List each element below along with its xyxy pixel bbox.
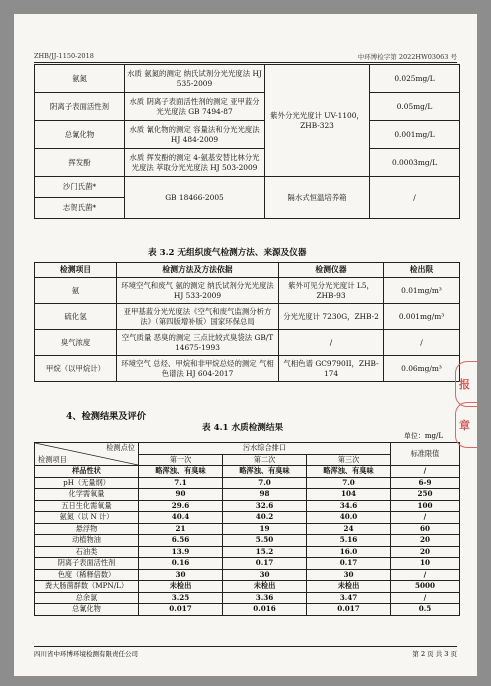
standard-header: 标准限值 [391, 443, 460, 466]
table-row [35, 569, 460, 581]
value-cell: 40.2 [223, 512, 307, 524]
instrument-cell: 分光光度计 7230G，ZHB-2 [279, 304, 384, 330]
table-3-2-caption: 表 3.2 无组织废气检测方法、来源及仪器 [148, 248, 307, 258]
item-cell: 志贺氏菌* [35, 198, 125, 219]
item-cell: pH（无量纲） [35, 477, 139, 489]
value-cell: 未检出 [139, 581, 223, 593]
value-cell: 98 [223, 489, 307, 501]
doc-code: ZHB/JJ-1150-2018 [34, 52, 94, 60]
value-cell: 90 [139, 489, 223, 501]
instrument-cell: 紫外分光光度计 UV-1100，ZHB-323 [265, 65, 370, 177]
method-cell: 亚甲基蓝分光光度法《空气和废气监测分析方法》（第四版增补版）国家环保总局 [117, 304, 279, 330]
limit-cell: 20 [391, 546, 460, 558]
section-heading: 4、检测结果及评价 [66, 411, 146, 422]
value-cell: 104 [307, 489, 391, 501]
table-row [35, 604, 460, 616]
item-cell: 氨氮 [35, 65, 125, 93]
item-cell: 石油类 [35, 546, 139, 558]
column-header: 检出限 [384, 263, 460, 278]
value-cell: 5.16 [307, 535, 391, 547]
site-header: 污水综合排口 [139, 443, 391, 455]
limit-cell: / [391, 512, 460, 524]
corner-label-item: 检测项目 [38, 455, 67, 464]
value-cell: 6.56 [139, 535, 223, 547]
method-cell: 水质 阴离子表面活性剂的测定 亚甲蓝分光光度法 GB 7494-87 [125, 93, 265, 121]
limit-cell: / [384, 330, 460, 356]
limit-cell: 0.01mg/m³ [384, 278, 460, 304]
value-cell: 30 [223, 569, 307, 581]
value-cell: 13.9 [139, 546, 223, 558]
item-cell: 色度（稀释倍数） [35, 569, 139, 581]
table-row [35, 523, 460, 535]
value-cell: 7.0 [307, 477, 391, 489]
value-cell: 15.2 [223, 546, 307, 558]
table-row [35, 93, 460, 121]
item-cell: 总氰化物 [35, 604, 139, 616]
table-row [35, 592, 460, 604]
table-row [35, 330, 460, 356]
table-row [35, 546, 460, 558]
table-row [35, 558, 460, 570]
item-cell: 悬浮物 [35, 523, 139, 535]
item-cell: 阴离子表面活性剂 [35, 558, 139, 570]
table-row [35, 278, 460, 304]
item-cell: 阴离子表面活性剂 [35, 93, 125, 121]
value-cell: 0.017 [307, 604, 391, 616]
table-row [35, 304, 460, 330]
value-cell: 0.16 [139, 558, 223, 570]
method-cell: 空气质量 恶臭的测定 三点比较式臭袋法 GB/T 14675-1993 [117, 330, 279, 356]
limit-cell: 0.5 [391, 604, 460, 616]
column-header: 检测项目 [35, 263, 117, 278]
value-cell: 0.016 [223, 604, 307, 616]
item-cell: 五日生化需氧量 [35, 500, 139, 512]
instrument-cell: 隔水式恒温培养箱 [265, 177, 370, 219]
limit-cell: 0.06mg/m³ [384, 356, 460, 382]
limit-cell: 0.05mg/L [370, 93, 460, 121]
table-row [35, 489, 460, 501]
value-cell: 7.0 [223, 477, 307, 489]
limit-cell: / [391, 592, 460, 604]
value-cell: 3.36 [223, 592, 307, 604]
value-cell: 3.47 [307, 592, 391, 604]
item-cell: 动植物油 [35, 535, 139, 547]
limit-cell: 6-9 [391, 477, 460, 489]
method-cell: 水质 氰化物的测定 容量法和分光光度法 HJ 484-2009 [125, 121, 265, 149]
item-cell: 氨氮（以 N 计） [35, 512, 139, 524]
time-header: 第二次 [223, 454, 307, 466]
method-cell: GB 18466-2005 [125, 177, 265, 219]
limit-cell: / [391, 466, 460, 478]
report-page [14, 14, 477, 676]
value-cell: 34.6 [307, 500, 391, 512]
results-body [35, 466, 460, 616]
item-cell: 沙门氏菌* [35, 177, 125, 198]
table-row [35, 500, 460, 512]
page-footer [34, 646, 457, 658]
instrument-cell: / [279, 330, 384, 356]
value-cell: 未检出 [307, 581, 391, 593]
corner-header [35, 443, 139, 466]
value-cell: 5.50 [223, 535, 307, 547]
limit-cell: 5000 [391, 581, 460, 593]
method-cell: 环境空气 总烃、甲烷和非甲烷总烃的测定 气相色谱法 HJ 604-2017 [117, 356, 279, 382]
item-cell: 总氰化物 [35, 121, 125, 149]
water-results-table [34, 442, 460, 616]
item-cell: 粪大肠菌群数（MPN/L） [35, 581, 139, 593]
item-cell: 氨 [35, 278, 117, 304]
table-row [35, 121, 460, 149]
value-cell: 32.6 [223, 500, 307, 512]
value-cell: 40.0 [307, 512, 391, 524]
limit-cell: 60 [391, 523, 460, 535]
method-table-air [34, 262, 460, 382]
item-cell: 总余氯 [35, 592, 139, 604]
limit-cell: 10 [391, 558, 460, 570]
column-header: 检测仪器 [279, 263, 384, 278]
instrument-cell: 气相色谱 GC9790II，ZHB-174 [279, 356, 384, 382]
value-cell: 40.4 [139, 512, 223, 524]
report-number: 中环博检字第 2022HW03063 号 [357, 53, 457, 61]
value-cell: 30 [139, 569, 223, 581]
value-cell: 7.1 [139, 477, 223, 489]
table-row [35, 512, 460, 524]
item-cell: 化学需氧量 [35, 489, 139, 501]
time-header: 第一次 [139, 454, 223, 466]
value-cell: 0.17 [307, 558, 391, 570]
method-cell: 水质 挥发酚的测定 4-氨基安替比林分光光度法 萃取分光光度法 HJ 503-2009 [125, 149, 265, 177]
value-cell: 30 [307, 569, 391, 581]
value-cell: 29.6 [139, 500, 223, 512]
table-row [35, 535, 460, 547]
table-row [35, 177, 460, 198]
value-cell: 0.017 [139, 604, 223, 616]
limit-cell: 100 [391, 500, 460, 512]
limit-cell: 0.0003mg/L [370, 149, 460, 177]
column-header: 检测方法及方法依据 [117, 263, 279, 278]
method-cell: 环境空气和废气 氨的测定 纳氏试剂分光光度法 HJ 533-2009 [117, 278, 279, 304]
company-name: 四川省中环博环境检测有限责任公司 [34, 650, 138, 658]
table-row [35, 466, 460, 478]
item-cell: 硫化氢 [35, 304, 117, 330]
limit-cell: 0.001mg/m³ [384, 304, 460, 330]
table-row [35, 149, 460, 177]
page-header [34, 52, 457, 63]
value-cell: 16.0 [307, 546, 391, 558]
item-cell: 甲烷（以甲烷计） [35, 356, 117, 382]
table-row [35, 581, 460, 593]
value-cell: 3.25 [139, 592, 223, 604]
limit-cell: 250 [391, 489, 460, 501]
unit-label: 单位：mg/L [403, 432, 443, 440]
seal-stamp: 报 [455, 361, 477, 407]
value-cell: 未检出 [223, 581, 307, 593]
limit-cell: / [370, 177, 460, 219]
time-header: 第三次 [307, 454, 391, 466]
table-row [35, 65, 460, 93]
value-cell: 24 [307, 523, 391, 535]
table-4-1-caption: 表 4.1 水质检测结果 [202, 423, 284, 433]
table-header-row [35, 263, 460, 278]
seal-stamp: 章 [455, 402, 477, 448]
value-cell: 19 [223, 523, 307, 535]
limit-cell: / [391, 569, 460, 581]
limit-cell: 0.025mg/L [370, 65, 460, 93]
item-cell: 臭气浓度 [35, 330, 117, 356]
method-table-water [34, 64, 460, 219]
value-cell: 21 [139, 523, 223, 535]
corner-label-site: 检测点位 [106, 443, 135, 452]
method-cell: 水质 氨氮的测定 纳氏试剂分光光度法 HJ 535-2009 [125, 65, 265, 93]
table-row [35, 356, 460, 382]
item-cell: 样品性状 [35, 466, 139, 478]
value-cell: 略浑浊、有臭味 [223, 466, 307, 478]
limit-cell: 0.001mg/L [370, 121, 460, 149]
table-header-row [35, 443, 460, 455]
value-cell: 略浑浊、有臭味 [139, 466, 223, 478]
instrument-cell: 紫外可见分光光度计 L5，ZHB-93 [279, 278, 384, 304]
item-cell: 挥发酚 [35, 149, 125, 177]
limit-cell: 20 [391, 535, 460, 547]
table-row [35, 477, 460, 489]
value-cell: 略浑浊、有臭味 [307, 466, 391, 478]
value-cell: 0.17 [223, 558, 307, 570]
page-number: 第 2 页 共 3 页 [412, 650, 457, 658]
